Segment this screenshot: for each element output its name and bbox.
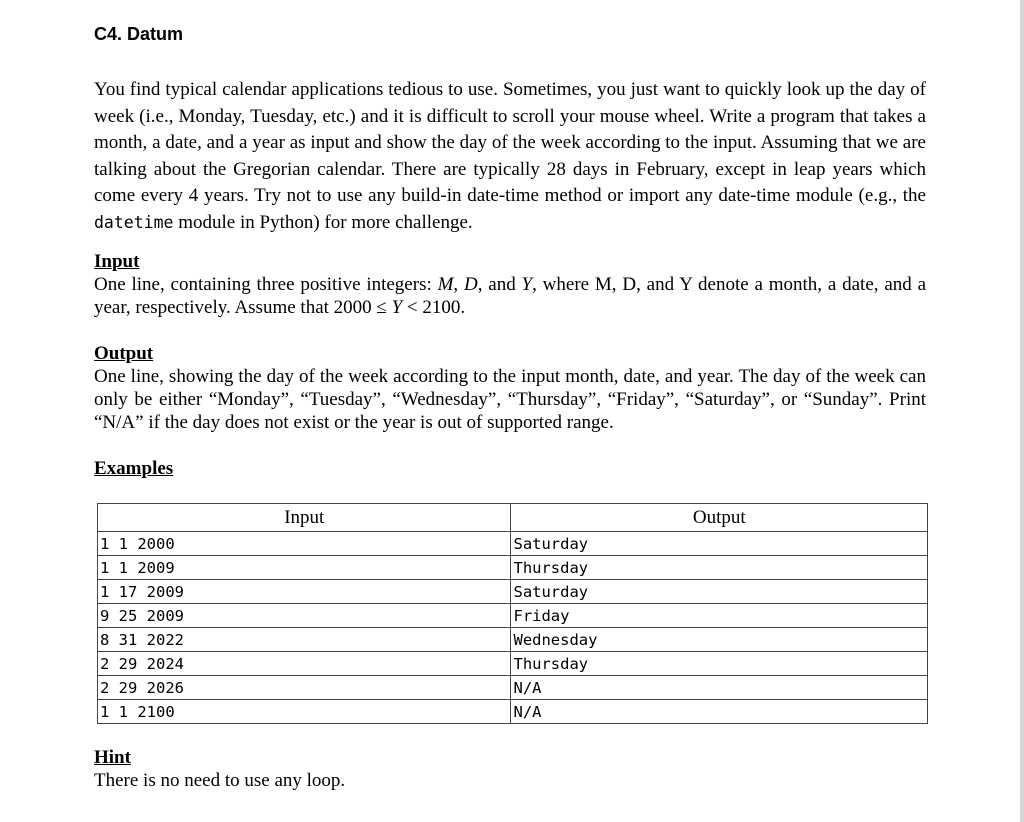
input-sep-2: , and xyxy=(477,274,522,295)
output-cell: N/A xyxy=(511,676,928,700)
input-cell: 1 1 2009 xyxy=(98,556,511,580)
output-cell: Saturday xyxy=(511,580,928,604)
column-header-output: Output xyxy=(511,504,928,532)
description-text: You find typical calendar applications tedious to use. Sometimes, you just want to quickly look up the day of week (i.e., Monday, Tuesday, etc.) and it is difficult to scroll your mouse wheel. Write a program that takes a month, a date, and a year as input and show the day of the week according to the input. Assuming that we are talking about the Gregorian calendar. There are typically 28 days in February, except in leap years which come every 4 years. Try not to use any build-in date-time method or import any date-time module (e.g., the xyxy=(94,79,926,206)
description-text-end: module in Python) for more challenge. xyxy=(173,211,473,233)
input-sep-1: , xyxy=(453,274,464,295)
input-heading: Input xyxy=(94,251,140,272)
examples-table xyxy=(97,503,928,724)
output-description: One line, showing the day of the week according to the input month, date, and year. The day of the week can only be either “Monday”, “Tuesday”, “Wednesday”, “Thursday”, “Friday”, “Saturday”, or “Sunday”. Print “N/A” if the day does not exist or the year is out of supported range. xyxy=(94,366,926,433)
output-heading: Output xyxy=(94,343,154,364)
scrollbar-edge[interactable] xyxy=(1020,0,1024,822)
input-cell: 9 25 2009 xyxy=(98,604,511,628)
table-row xyxy=(98,628,928,652)
table-header-row xyxy=(98,504,928,532)
input-cell: 1 1 2100 xyxy=(98,700,511,724)
table-row xyxy=(98,532,928,556)
datetime-code: datetime xyxy=(94,212,174,232)
output-cell: Thursday xyxy=(511,556,928,580)
table-row xyxy=(98,556,928,580)
table-row xyxy=(98,604,928,628)
output-cell: Thursday xyxy=(511,652,928,676)
problem-title: C4. Datum xyxy=(94,24,184,44)
table-row xyxy=(98,676,928,700)
problem-description xyxy=(94,77,926,236)
output-cell: N/A xyxy=(511,700,928,724)
input-cell: 8 31 2022 xyxy=(98,628,511,652)
input-text-3: < 2100. xyxy=(402,297,466,318)
column-header-input: Input xyxy=(98,504,511,532)
input-cell: 1 1 2000 xyxy=(98,532,511,556)
var-y: Y xyxy=(521,274,533,295)
output-cell: Wednesday xyxy=(511,628,928,652)
var-y-range: Y xyxy=(391,297,403,318)
input-text-1: One line, containing three positive integers: xyxy=(94,274,438,295)
input-text-2: , where M, D, and Y denote a month, a date, and a year, respectively. Assume that 2000 ≤ xyxy=(94,274,927,318)
hint-heading: Hint xyxy=(94,747,131,768)
output-cell: Friday xyxy=(511,604,928,628)
var-d: D xyxy=(463,274,478,295)
hint-text: There is no need to use any loop. xyxy=(94,770,346,791)
input-cell: 1 17 2009 xyxy=(98,580,511,604)
output-cell: Saturday xyxy=(511,532,928,556)
input-description xyxy=(94,273,926,319)
examples-heading: Examples xyxy=(94,458,174,479)
table-row xyxy=(98,580,928,604)
table-row xyxy=(98,700,928,724)
table-row xyxy=(98,652,928,676)
input-cell: 2 29 2026 xyxy=(98,676,511,700)
var-m: M xyxy=(437,274,454,295)
input-cell: 2 29 2024 xyxy=(98,652,511,676)
